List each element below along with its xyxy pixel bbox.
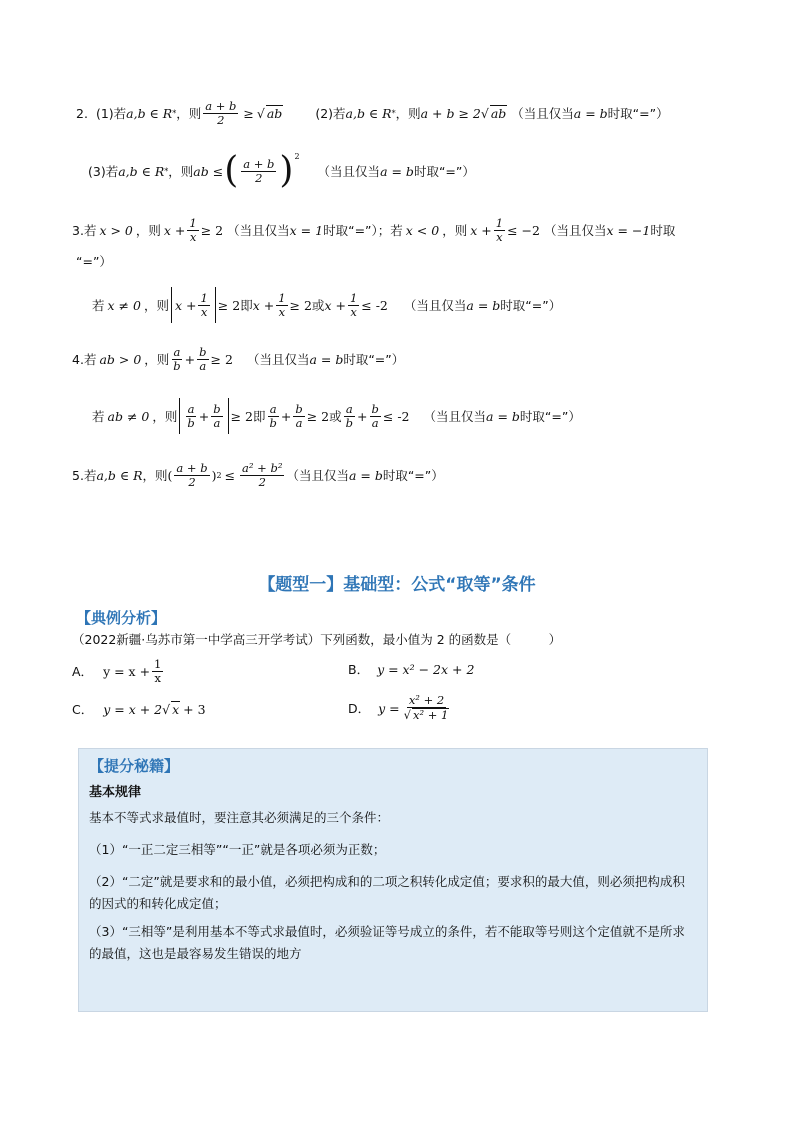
relation: ≤ xyxy=(224,467,236,483)
math: ab > 0 xyxy=(99,351,142,367)
frac-num: a xyxy=(187,401,195,416)
item-number: 2. xyxy=(76,105,88,121)
fraction xyxy=(276,292,287,319)
relation: ≥ 2 xyxy=(210,351,233,367)
note: （当且仅当 xyxy=(403,298,467,313)
frac-den: x xyxy=(278,304,286,319)
paren-right: ) xyxy=(279,150,294,191)
sup: 2 xyxy=(216,470,222,480)
fraction xyxy=(370,403,381,430)
fraction xyxy=(211,403,222,430)
relation: ≥ 2或 xyxy=(289,298,325,313)
option-label: C． xyxy=(72,702,94,717)
option-label: A． xyxy=(72,664,94,679)
formula-3-line-2 xyxy=(92,285,561,325)
frac-num: 1 xyxy=(349,290,358,305)
note: （当且仅当 xyxy=(227,223,290,238)
math: a,b ∈ R xyxy=(126,105,173,121)
frac-den: x xyxy=(154,670,161,685)
frac-den: 2 xyxy=(255,170,263,185)
text: (1)若 xyxy=(95,106,127,121)
absolute-value xyxy=(179,398,228,434)
math: y = x² − 2x + 2 xyxy=(377,661,475,677)
option-d xyxy=(348,688,453,728)
text: 若 xyxy=(92,298,105,313)
frac-den: a xyxy=(213,415,221,430)
relation: ≤ -2 xyxy=(382,408,410,424)
note: 时取“=”） xyxy=(500,298,562,313)
math: a = b xyxy=(486,408,520,424)
frac-den: 2 xyxy=(188,474,196,489)
math: a,b ∈ R xyxy=(96,467,143,483)
relation: ≥ 2即 xyxy=(217,298,253,313)
fraction xyxy=(402,694,452,722)
text: 若 xyxy=(83,352,97,367)
paren-right: ) xyxy=(211,467,217,483)
tips-box xyxy=(78,748,708,1012)
sqrt-sign: √ xyxy=(162,701,171,717)
formula-3-line-1 xyxy=(72,212,675,248)
fraction xyxy=(203,100,238,127)
tips-paragraph: （3）“三相等”是利用基本不等式求最值时，必须验证等号成立的条件，若不能取等号则这个定值就不是所求的最值，这也是最容易发生错误的地方 xyxy=(89,924,685,961)
text: ，则 xyxy=(395,106,421,121)
frac-num: b xyxy=(295,401,303,416)
relation: ≥ xyxy=(243,105,254,121)
note: （当且仅当 xyxy=(511,106,574,121)
frac-num: a xyxy=(345,401,353,416)
example-stem: （2022新疆·乌苏市第一中学高三开学考试）下列函数，最小值为 2 的函数是（ ） xyxy=(72,632,562,647)
plus: + xyxy=(184,351,196,367)
relation: ≤ -2 xyxy=(361,297,388,313)
tips-subheading: 基本规律 xyxy=(89,785,142,800)
text: ，则 xyxy=(144,352,170,367)
math: a + b ≥ 2 xyxy=(420,105,481,121)
frac-num: 1 xyxy=(278,290,286,305)
math: x > 0 xyxy=(99,222,133,238)
frac-num: a + b xyxy=(176,460,208,475)
math: ab ≤ xyxy=(193,163,224,179)
fraction xyxy=(174,462,209,489)
math: a = b xyxy=(380,163,414,179)
tips-paragraph: 基本不等式求最值时，要注意其必须满足的三个条件： xyxy=(89,810,390,825)
note: “=”） xyxy=(76,254,112,269)
sup: 2 xyxy=(294,152,300,161)
math: x + xyxy=(324,297,346,313)
fraction xyxy=(268,403,279,430)
frac-num: b xyxy=(213,401,221,416)
fraction xyxy=(197,346,208,373)
fraction xyxy=(293,403,304,430)
math: x + xyxy=(163,222,186,238)
option-b xyxy=(348,660,474,678)
math: a = b xyxy=(466,297,501,313)
formula-2-line-3 xyxy=(88,150,475,192)
frac-num: a xyxy=(269,401,277,416)
formula-4-line-1 xyxy=(72,340,404,378)
note: 时取“=”） xyxy=(343,352,405,367)
note: （当且仅当 xyxy=(423,409,487,424)
math: + 3 xyxy=(183,701,206,717)
text: ，则 xyxy=(135,223,161,238)
frac-num: 1 xyxy=(200,290,208,305)
text: ，则 xyxy=(152,409,178,424)
option-label: B． xyxy=(348,662,370,677)
note: 时取 xyxy=(650,223,676,238)
sup: * xyxy=(391,108,396,118)
frac-den: b xyxy=(345,415,354,430)
note: 时取“=”） xyxy=(413,164,475,179)
frac-den: b xyxy=(173,358,181,373)
note: （当且仅当 xyxy=(543,223,607,238)
option-c xyxy=(72,700,206,718)
sqrt-sign: √ xyxy=(403,708,411,722)
frac-num: 1 xyxy=(495,215,504,230)
math: x = −1 xyxy=(606,222,651,238)
formula-3-wrap xyxy=(76,252,112,270)
frac-num: a² + b² xyxy=(242,460,283,475)
sqrt-sign: √ xyxy=(256,105,265,121)
frac-num: b xyxy=(371,401,379,416)
note: （当且仅当 xyxy=(246,352,310,367)
fraction xyxy=(198,292,209,319)
sqrt-content: x xyxy=(172,702,180,717)
frac-den: a xyxy=(371,415,379,430)
math: x < 0 xyxy=(405,222,440,238)
item-number: 3. xyxy=(72,222,84,238)
text: ，则 xyxy=(168,164,194,179)
formula-4-line-2 xyxy=(92,396,581,436)
fraction xyxy=(187,217,198,244)
plus: + xyxy=(198,408,210,424)
frac-den: x xyxy=(350,304,357,319)
formula-5 xyxy=(72,456,444,494)
fraction xyxy=(240,462,284,489)
math: y = x + xyxy=(103,663,151,679)
text: (3)若 xyxy=(88,164,119,179)
note: 时取“=”） xyxy=(607,106,669,121)
sup: * xyxy=(172,108,177,118)
absolute-value xyxy=(171,287,216,323)
formula-2-line-1 xyxy=(76,95,669,131)
fraction xyxy=(185,403,196,430)
math: y = xyxy=(378,700,400,716)
fraction xyxy=(152,658,163,685)
sup: * xyxy=(164,166,169,176)
text: 若 xyxy=(83,468,97,483)
math: x + xyxy=(470,222,492,238)
text: 若 xyxy=(92,409,105,424)
plus: + xyxy=(357,408,368,424)
fraction xyxy=(344,403,355,430)
frac-den: x xyxy=(200,304,208,319)
math: a = b xyxy=(573,105,608,121)
frac-den: x xyxy=(496,229,503,244)
frac-den: b xyxy=(187,415,195,430)
sqrt-content: ab xyxy=(266,106,283,121)
math: a,b ∈ R xyxy=(118,163,165,179)
math: x ≠ 0 xyxy=(107,297,141,313)
text: ，则 xyxy=(142,468,168,483)
tips-heading: 【提分秘籍】 xyxy=(89,757,180,775)
text: (2)若 xyxy=(315,106,346,121)
fraction xyxy=(171,346,182,373)
math: ab ≠ 0 xyxy=(107,408,150,424)
frac-den: 2 xyxy=(217,112,225,127)
example-heading: 【典例分析】 xyxy=(76,609,167,627)
frac-num: a xyxy=(173,344,181,359)
frac-den xyxy=(402,708,452,722)
relation: ≥ 2即 xyxy=(230,409,266,424)
math: x = 1 xyxy=(289,222,324,238)
option-label: D． xyxy=(348,701,371,716)
paren-left: ( xyxy=(167,467,173,483)
plus: + xyxy=(280,408,292,424)
math: x + xyxy=(174,297,197,313)
note: 时取“=”）；若 xyxy=(323,223,403,238)
item-number: 5. xyxy=(72,467,84,483)
note: 时取“=”） xyxy=(382,468,444,483)
fraction xyxy=(241,158,276,185)
frac-den: b xyxy=(269,415,277,430)
frac-num: a + b xyxy=(205,98,237,113)
text: ，则 xyxy=(143,298,169,313)
frac-den: a xyxy=(199,358,207,373)
option-a xyxy=(72,654,165,688)
note: （当且仅当 xyxy=(317,164,381,179)
paren-left: ( xyxy=(224,150,239,191)
frac-num: 1 xyxy=(154,656,162,671)
frac-den: x xyxy=(189,229,197,244)
math: a = b xyxy=(309,351,344,367)
frac-den: a xyxy=(295,415,303,430)
text: 若 xyxy=(83,223,97,238)
relation: ≥ 2或 xyxy=(306,409,342,424)
relation: ≤ −2 xyxy=(507,222,540,238)
section-title: 【题型一】基础型：公式“取等”条件 xyxy=(258,575,536,595)
item-number: 4. xyxy=(72,351,84,367)
text: ，则 xyxy=(442,223,468,238)
sqrt-content: x² + 1 xyxy=(412,708,449,722)
note: 时取“=”） xyxy=(519,409,581,424)
sqrt-sign: √ xyxy=(480,105,489,121)
note: （当且仅当 xyxy=(286,468,349,483)
frac-num: b xyxy=(199,344,207,359)
text: ，则 xyxy=(176,106,202,121)
frac-num: 1 xyxy=(189,215,197,230)
frac-num: a + b xyxy=(243,156,275,171)
math: a,b ∈ R xyxy=(345,105,392,121)
tips-paragraph: （2）“二定”就是要求和的最小值，必须把构成和的二项之积转化成定值；要求积的最大值，则必须把构成积的因式的和转化成定值； xyxy=(89,874,685,911)
fraction xyxy=(494,217,505,244)
math: x + xyxy=(252,297,275,313)
frac-den: 2 xyxy=(258,474,266,489)
math: y = x + 2 xyxy=(103,701,163,717)
math: a = b xyxy=(348,467,383,483)
sqrt-content: ab xyxy=(490,106,507,121)
fraction xyxy=(348,292,359,319)
tips-paragraph: （1）“一正二定三相等”“一正”就是各项必须为正数； xyxy=(89,842,386,857)
frac-num: x² + 2 xyxy=(408,693,445,707)
relation: ≥ 2 xyxy=(200,222,224,238)
